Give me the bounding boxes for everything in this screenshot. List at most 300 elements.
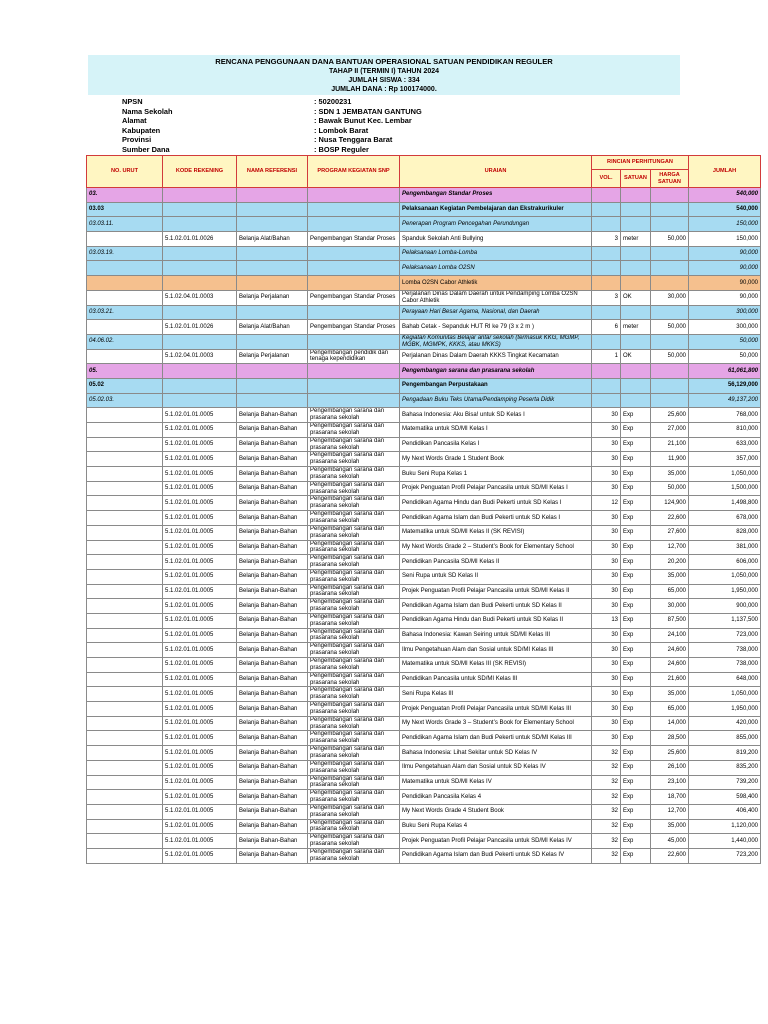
cell-satuan: Exp: [621, 804, 651, 819]
cell-vol: 30: [592, 658, 621, 673]
cell-satuan: Exp: [621, 716, 651, 731]
cell-kode: 5.1.02.01.01.0005: [163, 848, 237, 863]
cell-no: [87, 819, 163, 834]
cell-satuan: [621, 202, 651, 217]
cell-ref: [237, 261, 308, 276]
cell-kode: 5.1.02.01.01.0005: [163, 834, 237, 849]
info-row: [122, 126, 422, 136]
cell-harga: 50,000: [651, 320, 689, 335]
cell-harga: 30,000: [651, 290, 689, 305]
cell-jumlah: 381,000: [689, 540, 761, 555]
cell-harga: 35,000: [651, 819, 689, 834]
cell-harga: [651, 276, 689, 291]
cell-harga: 30,000: [651, 599, 689, 614]
table-row: [87, 452, 761, 467]
cell-uraian: Pendidikan Agama Islam dan Budi Pekerti untuk SD Kelas I: [400, 511, 592, 526]
cell-program: Pengembangan Standar Proses: [308, 232, 400, 247]
cell-harga: 35,000: [651, 569, 689, 584]
cell-jumlah: 90,000: [689, 261, 761, 276]
cell-vol: 32: [592, 790, 621, 805]
table-row: [87, 848, 761, 863]
table-group-row: [87, 305, 761, 320]
cell-satuan: [621, 378, 651, 393]
cell-jumlah: 648,000: [689, 672, 761, 687]
info-value: : 50200231: [314, 97, 352, 106]
cell-ref: [237, 202, 308, 217]
info-label: Kabupaten: [122, 125, 161, 135]
cell-program: Pengembangan sarana dan prasarana sekolah: [308, 628, 400, 643]
cell-ref: Belanja Bahan-Bahan: [237, 452, 308, 467]
cell-no: [87, 349, 163, 364]
cell-uraian: Kegiatan Komunitas Belajar antar sekolah (termasuk KKG, MGMP, MGBK, MGMPK, KKKS, atau MKKS): [400, 334, 592, 349]
cell-vol: 30: [592, 584, 621, 599]
cell-uraian: Bahasa Indonesia: Kawan Seiring untuk SD/MI Kelas III: [400, 628, 592, 643]
cell-kode: [163, 217, 237, 232]
table-row: [87, 540, 761, 555]
cell-harga: 50,000: [651, 481, 689, 496]
table-group-row: [87, 246, 761, 261]
cell-program: [308, 305, 400, 320]
cell-uraian: Pelaksanaan Lomba-Lomba: [400, 246, 592, 261]
table-row: [87, 790, 761, 805]
cell-vol: 30: [592, 716, 621, 731]
cell-vol: 30: [592, 599, 621, 614]
cell-no: [87, 261, 163, 276]
cell-vol: 12: [592, 496, 621, 511]
cell-uraian: Penerapan Program Pencegahan Perundungan: [400, 217, 592, 232]
cell-satuan: [621, 393, 651, 408]
cell-kode: 5.1.02.01.01.0005: [163, 628, 237, 643]
cell-program: Pengembangan sarana dan prasarana sekolah: [308, 819, 400, 834]
cell-uraian: Pendidikan Agama Islam dan Budi Pekerti untuk SD Kelas IV: [400, 848, 592, 863]
cell-program: Pengembangan Standar Proses: [308, 320, 400, 335]
cell-satuan: [621, 305, 651, 320]
cell-satuan: Exp: [621, 452, 651, 467]
cell-harga: [651, 217, 689, 232]
cell-program: Pengembangan sarana dan prasarana sekolah: [308, 584, 400, 599]
cell-kode: [163, 378, 237, 393]
cell-harga: 26,100: [651, 760, 689, 775]
cell-satuan: Exp: [621, 496, 651, 511]
school-info: [122, 97, 422, 155]
cell-program: [308, 202, 400, 217]
cell-ref: Belanja Bahan-Bahan: [237, 613, 308, 628]
cell-kode: [163, 276, 237, 291]
cell-kode: 5.1.02.01.01.0026: [163, 232, 237, 247]
info-row: [122, 107, 422, 117]
cell-kode: [163, 393, 237, 408]
table-group-row: [87, 261, 761, 276]
cell-ref: Belanja Bahan-Bahan: [237, 790, 308, 805]
info-row: [122, 145, 422, 155]
cell-jumlah: 1,050,000: [689, 569, 761, 584]
cell-satuan: [621, 334, 651, 349]
cell-uraian: Bahab Cetak - Sepanduk HUT RI ke 79 (3 x 2 m ): [400, 320, 592, 335]
cell-no: 03.03.21.: [87, 305, 163, 320]
cell-vol: 30: [592, 408, 621, 423]
cell-program: [308, 188, 400, 203]
cell-satuan: Exp: [621, 628, 651, 643]
cell-vol: 30: [592, 672, 621, 687]
cell-program: Pengembangan sarana dan prasarana sekolah: [308, 481, 400, 496]
cell-kode: 5.1.02.04.01.0003: [163, 290, 237, 305]
cell-jumlah: 723,200: [689, 848, 761, 863]
cell-satuan: Exp: [621, 599, 651, 614]
cell-kode: 5.1.02.01.01.0005: [163, 555, 237, 570]
cell-no: [87, 290, 163, 305]
document-header: [88, 55, 680, 95]
cell-program: Pengembangan sarana dan prasarana sekolah: [308, 702, 400, 717]
cell-uraian: Pendidikan Pancasila SD/MI Kelas II: [400, 555, 592, 570]
info-value: : BOSP Reguler: [314, 144, 369, 154]
cell-jumlah: 738,000: [689, 658, 761, 673]
cell-satuan: Exp: [621, 643, 651, 658]
cell-harga: 11,900: [651, 452, 689, 467]
cell-no: [87, 834, 163, 849]
cell-satuan: Exp: [621, 569, 651, 584]
cell-ref: Belanja Alat/Bahan: [237, 232, 308, 247]
cell-program: Pengembangan sarana dan prasarana sekolah: [308, 423, 400, 438]
cell-jumlah: 606,000: [689, 555, 761, 570]
cell-ref: Belanja Bahan-Bahan: [237, 775, 308, 790]
cell-ref: Belanja Bahan-Bahan: [237, 599, 308, 614]
cell-harga: [651, 305, 689, 320]
header-prog: PROGRAM KEGIATAN SNP: [308, 156, 400, 188]
cell-program: Pengembangan sarana dan prasarana sekolah: [308, 525, 400, 540]
cell-vol: 30: [592, 525, 621, 540]
table-group-row: [87, 393, 761, 408]
cell-ref: Belanja Bahan-Bahan: [237, 746, 308, 761]
cell-ref: Belanja Bahan-Bahan: [237, 687, 308, 702]
cell-no: [87, 760, 163, 775]
header-uraian: URAIAN: [400, 156, 592, 188]
cell-vol: 30: [592, 511, 621, 526]
cell-satuan: Exp: [621, 790, 651, 805]
table-row: [87, 643, 761, 658]
cell-no: [87, 452, 163, 467]
cell-ref: Belanja Bahan-Bahan: [237, 555, 308, 570]
cell-kode: 5.1.02.01.01.0005: [163, 731, 237, 746]
cell-kode: 5.1.02.01.01.0005: [163, 702, 237, 717]
cell-jumlah: 49,137,200: [689, 393, 761, 408]
cell-harga: [651, 188, 689, 203]
cell-program: Pengembangan sarana dan prasarana sekolah: [308, 408, 400, 423]
cell-harga: 24,600: [651, 643, 689, 658]
cell-jumlah: 1,498,800: [689, 496, 761, 511]
cell-program: Pengembangan sarana dan prasarana sekolah: [308, 437, 400, 452]
table-group-row: [87, 276, 761, 291]
cell-ref: Belanja Perjalanan: [237, 349, 308, 364]
cell-harga: 27,000: [651, 423, 689, 438]
cell-program: Pengembangan sarana dan prasarana sekolah: [308, 687, 400, 702]
cell-ref: Belanja Bahan-Bahan: [237, 467, 308, 482]
info-label: Sumber Dana: [122, 144, 170, 154]
cell-satuan: [621, 261, 651, 276]
cell-program: Pengembangan pendidik dan tenaga kependidikan: [308, 349, 400, 364]
cell-no: 03.03.19.: [87, 246, 163, 261]
cell-ref: Belanja Alat/Bahan: [237, 320, 308, 335]
cell-kode: 5.1.02.01.01.0005: [163, 658, 237, 673]
cell-satuan: Exp: [621, 775, 651, 790]
cell-kode: 5.1.02.01.01.0005: [163, 790, 237, 805]
cell-no: [87, 746, 163, 761]
cell-harga: 14,000: [651, 716, 689, 731]
cell-ref: Belanja Bahan-Bahan: [237, 702, 308, 717]
cell-uraian: Projek Penguatan Profil Pelajar Pancasila untuk SD/MI Kelas IV: [400, 834, 592, 849]
info-row: [122, 135, 422, 145]
cell-harga: [651, 202, 689, 217]
cell-vol: 32: [592, 760, 621, 775]
cell-program: [308, 217, 400, 232]
cell-uraian: Seni Rupa Kelas III: [400, 687, 592, 702]
info-row: [122, 97, 422, 107]
cell-ref: [237, 393, 308, 408]
cell-ref: Belanja Bahan-Bahan: [237, 423, 308, 438]
info-row: [122, 116, 422, 126]
cell-program: Pengembangan sarana dan prasarana sekolah: [308, 716, 400, 731]
cell-jumlah: 50,000: [689, 334, 761, 349]
cell-ref: Belanja Bahan-Bahan: [237, 672, 308, 687]
table-row: [87, 746, 761, 761]
cell-no: [87, 804, 163, 819]
cell-vol: 30: [592, 569, 621, 584]
cell-no: [87, 848, 163, 863]
cell-no: [87, 320, 163, 335]
cell-vol: [592, 334, 621, 349]
cell-harga: 24,600: [651, 658, 689, 673]
cell-uraian: Matematika untuk SD/MI Kelas IV: [400, 775, 592, 790]
cell-harga: 21,600: [651, 672, 689, 687]
cell-harga: 21,100: [651, 437, 689, 452]
cell-harga: 124,900: [651, 496, 689, 511]
cell-jumlah: 1,137,500: [689, 613, 761, 628]
cell-ref: Belanja Perjalanan: [237, 290, 308, 305]
cell-program: Pengembangan sarana dan prasarana sekolah: [308, 804, 400, 819]
cell-satuan: Exp: [621, 848, 651, 863]
table-group-row: [87, 202, 761, 217]
cell-jumlah: 819,200: [689, 746, 761, 761]
cell-no: 04.06.02.: [87, 334, 163, 349]
cell-kode: 5.1.02.01.01.0005: [163, 525, 237, 540]
cell-kode: 5.1.02.01.01.0005: [163, 775, 237, 790]
cell-ref: Belanja Bahan-Bahan: [237, 540, 308, 555]
cell-jumlah: 723,000: [689, 628, 761, 643]
table-row: [87, 290, 761, 305]
cell-no: [87, 408, 163, 423]
cell-program: Pengembangan sarana dan prasarana sekolah: [308, 467, 400, 482]
info-label: Alamat: [122, 116, 147, 126]
cell-jumlah: 835,200: [689, 760, 761, 775]
cell-program: Pengembangan sarana dan prasarana sekolah: [308, 848, 400, 863]
document-title: RENCANA PENGGUNAAN DANA BANTUAN OPERASIONAL SATUAN PENDIDIKAN REGULER: [215, 57, 553, 66]
header-ref: NAMA REFERENSI: [237, 156, 308, 188]
cell-ref: Belanja Bahan-Bahan: [237, 731, 308, 746]
cell-ref: [237, 364, 308, 379]
cell-uraian: Buku Seni Rupa Kelas 1: [400, 467, 592, 482]
cell-program: Pengembangan sarana dan prasarana sekolah: [308, 599, 400, 614]
cell-uraian: Ilmu Pengetahuan Alam dan Sosial untuk SD/MI Kelas III: [400, 643, 592, 658]
cell-jumlah: 420,000: [689, 716, 761, 731]
cell-uraian: Pengembangan Perpustakaan: [400, 378, 592, 393]
cell-jumlah: 1,050,000: [689, 687, 761, 702]
cell-harga: 18,700: [651, 790, 689, 805]
cell-no: [87, 731, 163, 746]
cell-kode: 5.1.02.01.01.0005: [163, 599, 237, 614]
cell-no: [87, 555, 163, 570]
cell-harga: 50,000: [651, 232, 689, 247]
cell-uraian: Matematika untuk SD/MI Kelas I: [400, 423, 592, 438]
cell-vol: 13: [592, 613, 621, 628]
cell-jumlah: 90,000: [689, 290, 761, 305]
cell-ref: Belanja Bahan-Bahan: [237, 848, 308, 863]
cell-harga: 22,600: [651, 848, 689, 863]
cell-program: Pengembangan sarana dan prasarana sekolah: [308, 643, 400, 658]
cell-vol: 32: [592, 746, 621, 761]
cell-jumlah: 739,200: [689, 775, 761, 790]
cell-kode: 5.1.02.01.01.0005: [163, 481, 237, 496]
budget-table: [86, 155, 761, 864]
cell-ref: Belanja Bahan-Bahan: [237, 437, 308, 452]
cell-no: 03.03: [87, 202, 163, 217]
cell-no: [87, 423, 163, 438]
cell-satuan: meter: [621, 232, 651, 247]
table-row: [87, 511, 761, 526]
jumlah-siswa-label: JUMLAH SISWA : 334: [348, 77, 420, 84]
cell-kode: 5.1.02.01.01.0005: [163, 819, 237, 834]
cell-no: [87, 613, 163, 628]
cell-ref: [237, 276, 308, 291]
info-value: : Lombok Barat: [314, 125, 369, 135]
cell-kode: 5.1.02.01.01.0005: [163, 408, 237, 423]
cell-vol: 30: [592, 687, 621, 702]
cell-ref: Belanja Bahan-Bahan: [237, 525, 308, 540]
cell-jumlah: 1,440,000: [689, 834, 761, 849]
cell-kode: [163, 334, 237, 349]
cell-ref: Belanja Bahan-Bahan: [237, 481, 308, 496]
cell-uraian: Projek Penguatan Profil Pelajar Pancasila untuk SD/MI Kelas I: [400, 481, 592, 496]
cell-kode: 5.1.02.01.01.0005: [163, 643, 237, 658]
cell-vol: [592, 246, 621, 261]
cell-program: Pengembangan sarana dan prasarana sekolah: [308, 555, 400, 570]
cell-kode: 5.1.02.01.01.0026: [163, 320, 237, 335]
cell-uraian: Perjalanan Dinas Dalam Daerah untuk Pendamping Lomba O2SN Cabor Athletik: [400, 290, 592, 305]
cell-kode: 5.1.02.01.01.0005: [163, 716, 237, 731]
cell-uraian: Pendidikan Agama Hindu dan Budi Pekerti untuk SD Kelas I: [400, 496, 592, 511]
header-satuan: SATUAN: [621, 170, 651, 188]
cell-ref: Belanja Bahan-Bahan: [237, 496, 308, 511]
cell-program: Pengembangan sarana dan prasarana sekolah: [308, 746, 400, 761]
cell-uraian: Projek Penguatan Profil Pelajar Pancasila untuk SD/MI Kelas II: [400, 584, 592, 599]
cell-kode: 5.1.02.01.01.0005: [163, 423, 237, 438]
info-label: Nama Sekolah: [122, 106, 173, 116]
cell-no: [87, 232, 163, 247]
cell-jumlah: 90,000: [689, 276, 761, 291]
info-value: : Bawak Bunut Kec. Lembar: [314, 116, 412, 126]
cell-uraian: Perayaan Hari Besar Agama, Nasional, dan Daerah: [400, 305, 592, 320]
cell-kode: [163, 246, 237, 261]
table-row: [87, 496, 761, 511]
cell-kode: 5.1.02.01.01.0005: [163, 672, 237, 687]
cell-jumlah: 406,400: [689, 804, 761, 819]
cell-uraian: Pendidikan Pancasila Kelas I: [400, 437, 592, 452]
cell-kode: 5.1.02.04.01.0003: [163, 349, 237, 364]
cell-ref: Belanja Bahan-Bahan: [237, 584, 308, 599]
cell-jumlah: 738,000: [689, 643, 761, 658]
cell-vol: 32: [592, 775, 621, 790]
cell-jumlah: 810,000: [689, 423, 761, 438]
table-row: [87, 672, 761, 687]
cell-harga: 12,700: [651, 540, 689, 555]
cell-harga: [651, 393, 689, 408]
cell-ref: [237, 188, 308, 203]
cell-kode: 5.1.02.01.01.0005: [163, 584, 237, 599]
cell-program: [308, 276, 400, 291]
cell-satuan: Exp: [621, 408, 651, 423]
cell-jumlah: 540,000: [689, 188, 761, 203]
cell-satuan: Exp: [621, 437, 651, 452]
cell-no: 05.02: [87, 378, 163, 393]
cell-ref: Belanja Bahan-Bahan: [237, 804, 308, 819]
cell-no: [87, 467, 163, 482]
table-row: [87, 423, 761, 438]
cell-program: [308, 261, 400, 276]
cell-ref: Belanja Bahan-Bahan: [237, 569, 308, 584]
header-jumlah: JUMLAH: [689, 156, 761, 188]
cell-vol: 32: [592, 804, 621, 819]
cell-program: Pengembangan sarana dan prasarana sekolah: [308, 731, 400, 746]
table-row: [87, 687, 761, 702]
cell-satuan: [621, 217, 651, 232]
cell-harga: 22,600: [651, 511, 689, 526]
cell-program: Pengembangan sarana dan prasarana sekolah: [308, 775, 400, 790]
cell-vol: 32: [592, 848, 621, 863]
cell-vol: [592, 188, 621, 203]
table-row: [87, 555, 761, 570]
cell-vol: 6: [592, 320, 621, 335]
cell-satuan: meter: [621, 320, 651, 335]
cell-no: [87, 687, 163, 702]
table-group-row: [87, 364, 761, 379]
cell-no: [87, 525, 163, 540]
header-kode: KODE REKENING: [163, 156, 237, 188]
cell-ref: Belanja Bahan-Bahan: [237, 658, 308, 673]
table-header-row: [87, 156, 761, 170]
cell-no: 03.03.11.: [87, 217, 163, 232]
cell-satuan: [621, 276, 651, 291]
cell-kode: 5.1.02.01.01.0005: [163, 452, 237, 467]
header-harga: HARGA SATUAN: [651, 170, 689, 188]
cell-ref: Belanja Bahan-Bahan: [237, 716, 308, 731]
cell-uraian: Pelaksanaan Lomba O2SN: [400, 261, 592, 276]
table-row: [87, 760, 761, 775]
table-body: [87, 188, 761, 864]
cell-program: [308, 393, 400, 408]
cell-vol: [592, 364, 621, 379]
cell-kode: 5.1.02.01.01.0005: [163, 804, 237, 819]
cell-uraian: Seni Rupa untuk SD Kelas II: [400, 569, 592, 584]
cell-satuan: Exp: [621, 702, 651, 717]
cell-harga: 20,200: [651, 555, 689, 570]
cell-harga: 50,000: [651, 349, 689, 364]
cell-program: Pengembangan sarana dan prasarana sekolah: [308, 834, 400, 849]
cell-no: [87, 437, 163, 452]
cell-satuan: Exp: [621, 613, 651, 628]
header-rincian: RINCIAN PERHITUNGAN: [592, 156, 689, 170]
cell-vol: [592, 261, 621, 276]
cell-jumlah: 300,000: [689, 305, 761, 320]
cell-harga: 28,500: [651, 731, 689, 746]
table-row: [87, 599, 761, 614]
